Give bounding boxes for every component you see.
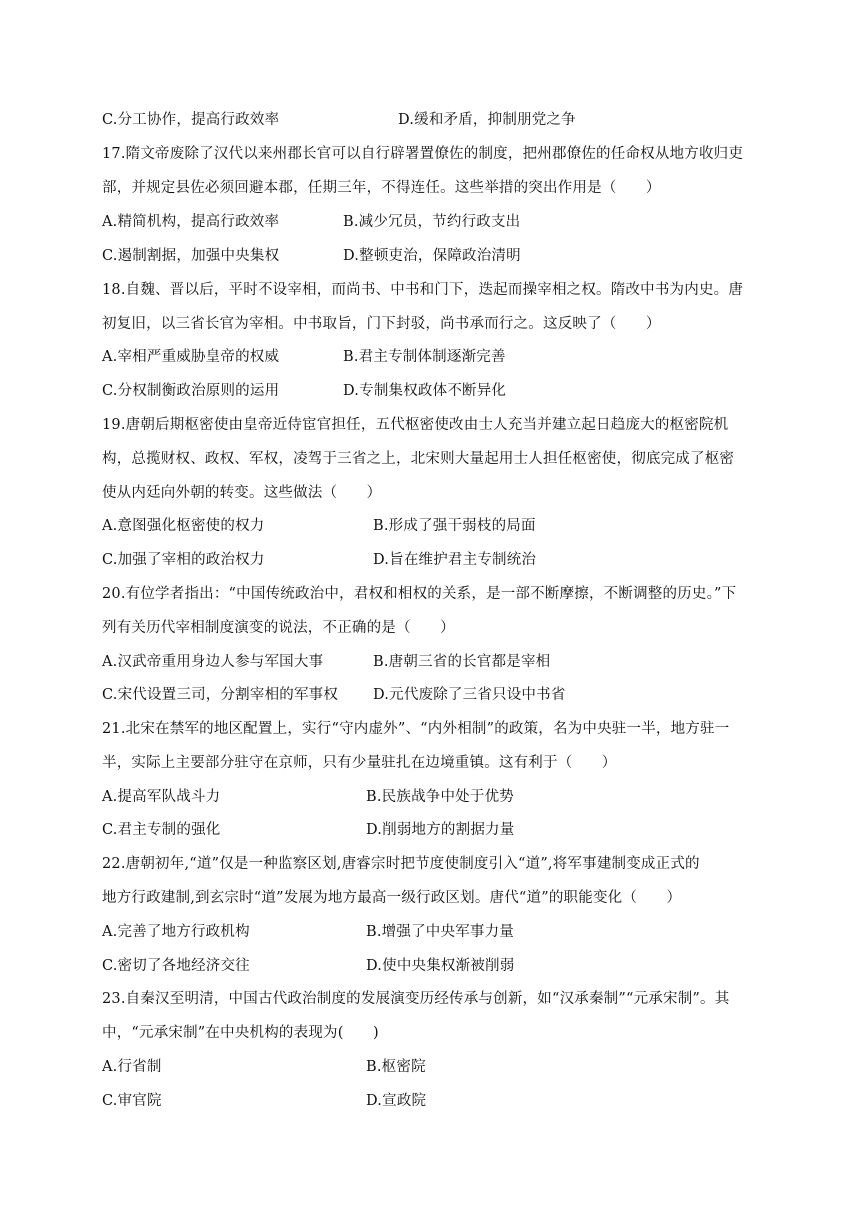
question-22-line-2: 地方行政建制,到玄宗时“道”发展为地方最高一级行政区划。唐代“道”的职能变化（ ） xyxy=(102,890,682,906)
option-d: D.元代废除了三省只设中书省 xyxy=(373,687,566,703)
option-c: C.君主专制的强化 xyxy=(102,822,221,838)
question-22-line-1: 22.唐朝初年,“道”仅是一种监察区划,唐睿宗时把节度使制度引入“道”,将军事建制变成正式的 xyxy=(102,856,700,872)
option-c: C.分工协作，提高行政效率 xyxy=(102,112,280,128)
option-c: C.遏制割据，加强中央集权 xyxy=(102,248,280,264)
option-d: D.使中央集权渐被削弱 xyxy=(366,958,515,974)
question-19-line-1: 19.唐朝后期枢密使由皇帝近侍宦官担任，五代枢密使改由士人充当并建立起日趋庞大的枢密院机 xyxy=(102,417,729,433)
question-17-line-2: 部，并规定县佐必须回避本郡，任期三年，不得连任。这些举措的突出作用是（ ） xyxy=(102,180,661,196)
option-a: A.提高军队战斗力 xyxy=(102,789,221,805)
question-17-line-1: 17.隋文帝废除了汉代以来州郡长官可以自行辟署置僚佐的制度，把州郡僚佐的任命权从地方收归吏 xyxy=(102,146,744,162)
question-19-line-3: 使从内廷向外朝的转变。这些做法（ ） xyxy=(102,485,382,501)
option-c: C.分权制衡政治原则的运用 xyxy=(102,383,280,399)
option-d: D.削弱地方的割据力量 xyxy=(366,822,515,838)
option-b: B.增强了中央军事力量 xyxy=(366,924,514,940)
question-20-line-1: 20.有位学者指出：“中国传统政治中，君权和相权的关系，是一部不断摩擦，不断调整的历史。”下 xyxy=(102,586,737,602)
option-b: B.枢密院 xyxy=(366,1059,426,1075)
question-18-line-1: 18.自魏、晋以后，平时不设宰相，而尚书、中书和门下，迭起而操宰相之权。隋改中书为内史。唐 xyxy=(102,282,744,298)
option-c: C.加强了宰相的政治权力 xyxy=(102,552,265,568)
option-a: A.精简机构，提高行政效率 xyxy=(102,214,280,230)
option-b: B.君主专制体制逐渐完善 xyxy=(343,349,506,365)
option-a: A.宰相严重威胁皇帝的权威 xyxy=(102,349,280,365)
option-b: B.形成了强干弱枝的局面 xyxy=(373,518,536,534)
option-b: B.民族战争中处于优势 xyxy=(366,789,514,805)
option-d: D.缓和矛盾，抑制朋党之争 xyxy=(398,112,576,128)
question-19-line-2: 构，总揽财权、政权、军权，凌驾于三省之上，北宋则大量起用士人担任枢密使，彻底完成了枢密 xyxy=(102,451,735,467)
question-21-line-2: 半，实际上主要部分驻守在京师，只有少量驻扎在边境重镇。这有利于（ ） xyxy=(102,755,617,771)
option-a: A.汉武帝重用身边人参与军国大事 xyxy=(102,654,324,670)
option-c: C.密切了各地经济交往 xyxy=(102,958,250,974)
option-d: D.宣政院 xyxy=(366,1093,427,1109)
option-d: D.旨在维护君主专制统治 xyxy=(373,552,537,568)
question-18-line-2: 初复旧，以三省长官为宰相。中书取旨，门下封驳，尚书承而行之。这反映了（ ） xyxy=(102,316,661,332)
question-23-line-2: 中，“元承宋制”在中央机构的表现为( ) xyxy=(102,1025,379,1041)
option-c: C.宋代设置三司，分割宰相的军事权 xyxy=(102,687,339,703)
question-23-line-1: 23.自秦汉至明清，中国古代政治制度的发展演变历经传承与创新，如“汉承秦制”“元承宋制”。其 xyxy=(102,991,730,1007)
option-c: C.审官院 xyxy=(102,1093,162,1109)
option-d: D.整顿吏治，保障政治清明 xyxy=(343,248,521,264)
question-20-line-2: 列有关历代宰相制度演变的说法，不正确的是（ ） xyxy=(102,620,455,636)
option-a: A.完善了地方行政机构 xyxy=(102,924,250,940)
question-21-line-1: 21.北宋在禁军的地区配置上，实行“守内虚外”、“内外相制”的政策，名为中央驻一半，地方驻一 xyxy=(102,721,730,737)
option-d: D.专制集权政体不断异化 xyxy=(343,383,507,399)
option-b: B.唐朝三省的长官都是宰相 xyxy=(373,654,551,670)
option-b: B.减少冗员，节约行政支出 xyxy=(343,214,521,230)
option-a: A.意图强化枢密使的权力 xyxy=(102,518,265,534)
option-a: A.行省制 xyxy=(102,1059,162,1075)
